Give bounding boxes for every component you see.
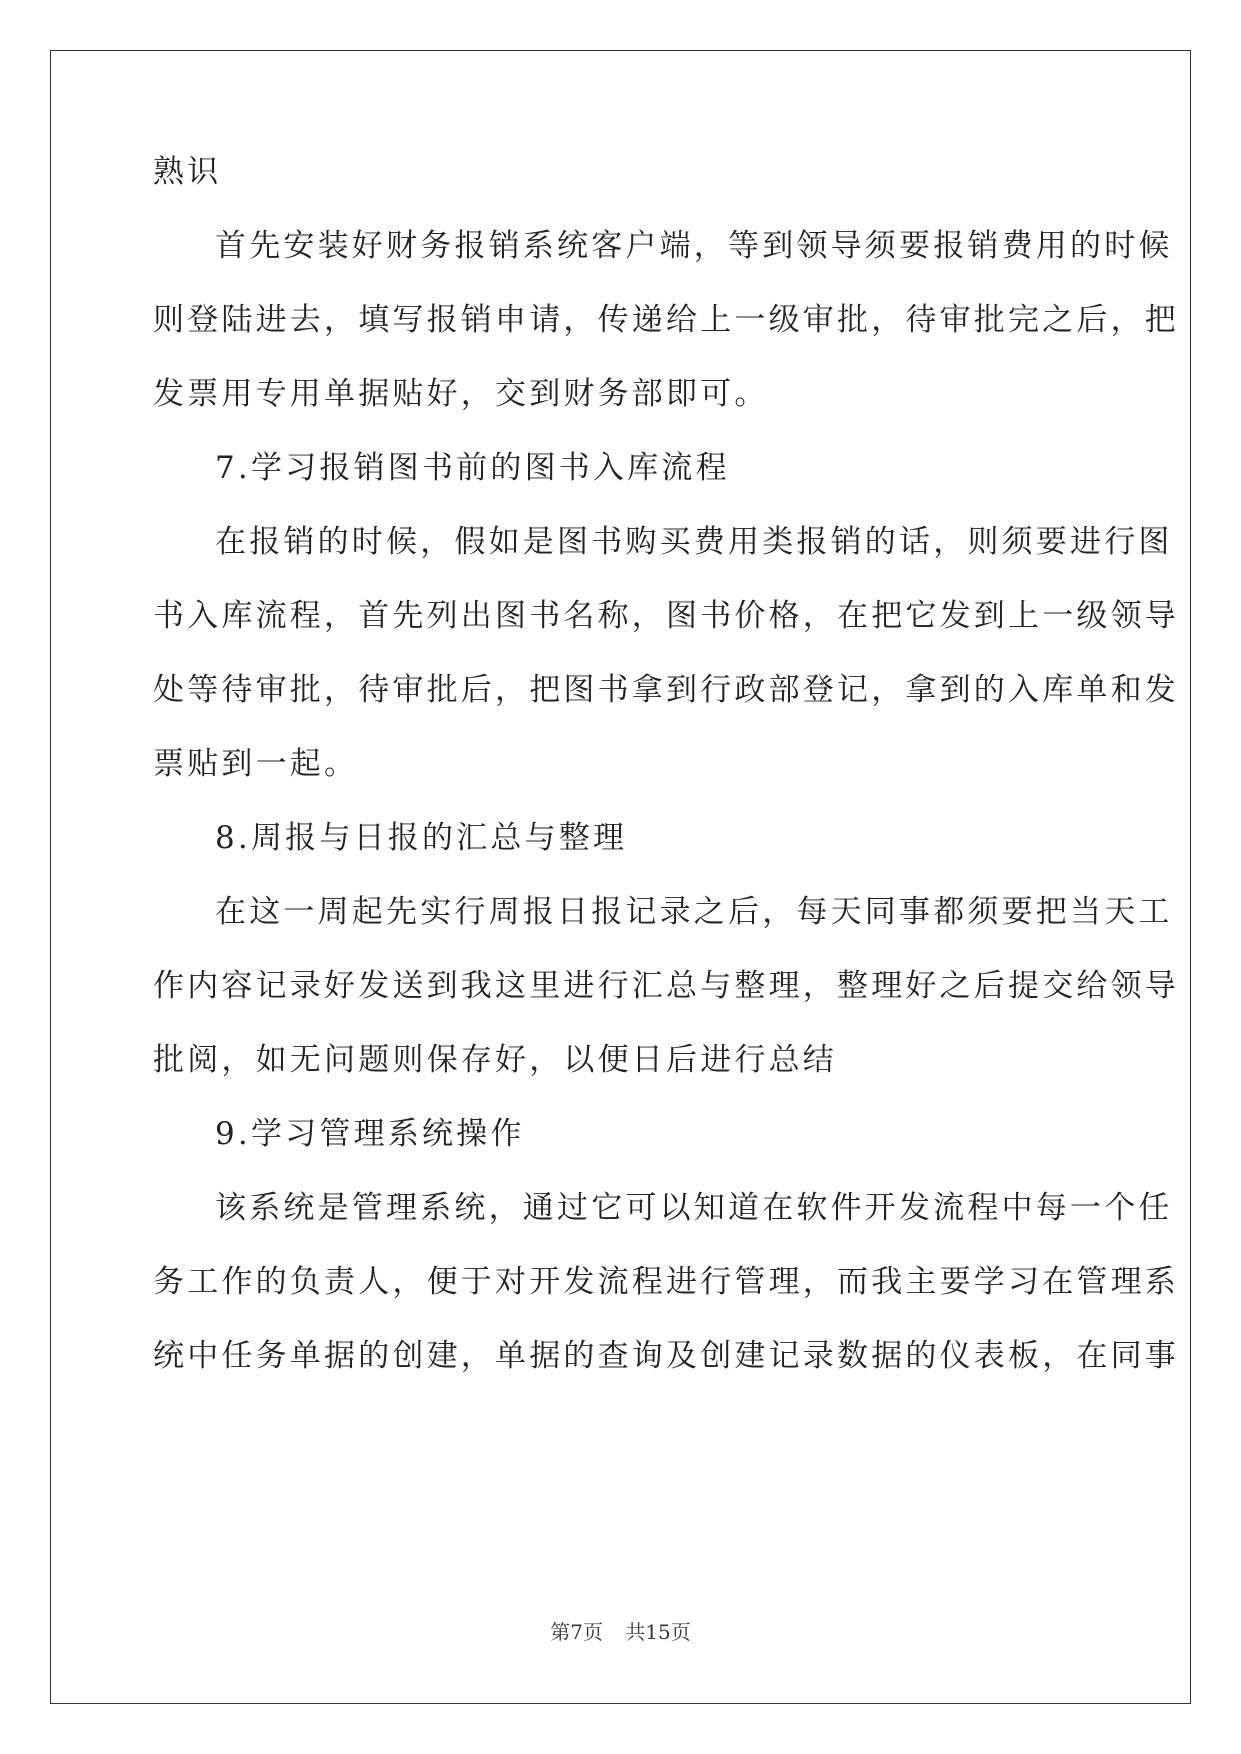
text-line: 票贴到一起。 bbox=[153, 746, 359, 782]
text-line: 书入库流程，首先列出图书名称，图书价格，在把它发到上一级领导 bbox=[153, 598, 1179, 634]
text-line: 该系统是管理系统，通过它可以知道在软件开发流程中每一个任 bbox=[215, 1190, 1173, 1226]
page-total: 共15页 bbox=[625, 1620, 691, 1644]
text-line: 务工作的负责人，便于对开发流程进行管理，而我主要学习在管理系 bbox=[153, 1264, 1179, 1300]
text-line: 作内容记录好发送到我这里进行汇总与整理，整理好之后提交给领导 bbox=[153, 968, 1179, 1004]
section-heading: 8.周报与日报的汇总与整理 bbox=[215, 820, 628, 856]
text-line: 批阅，如无问题则保存好，以便日后进行总结 bbox=[153, 1042, 837, 1078]
page-border bbox=[50, 50, 1191, 1704]
text-line: 首先安装好财务报销系统客户端，等到领导须要报销费用的时候 bbox=[215, 228, 1173, 264]
text-line: 在这一周起先实行周报日报记录之后，每天同事都须要把当天工 bbox=[215, 894, 1173, 930]
text-line: 熟识 bbox=[153, 154, 222, 190]
page-footer bbox=[0, 1616, 1241, 1645]
section-heading: 9.学习管理系统操作 bbox=[215, 1116, 525, 1152]
text-line: 则登陆进去，填写报销申请，传递给上一级审批，待审批完之后，把 bbox=[153, 302, 1179, 338]
text-line: 处等待审批，待审批后，把图书拿到行政部登记，拿到的入库单和发 bbox=[153, 672, 1179, 708]
text-line: 发票用专用单据贴好，交到财务部即可。 bbox=[153, 376, 769, 412]
page-number: 第7页 bbox=[550, 1620, 603, 1644]
section-heading: 7.学习报销图书前的图书入库流程 bbox=[215, 450, 730, 486]
text-line: 统中任务单据的创建，单据的查询及创建记录数据的仪表板，在同事 bbox=[153, 1338, 1179, 1374]
text-line: 在报销的时候，假如是图书购买费用类报销的话，则须要进行图 bbox=[215, 524, 1173, 560]
